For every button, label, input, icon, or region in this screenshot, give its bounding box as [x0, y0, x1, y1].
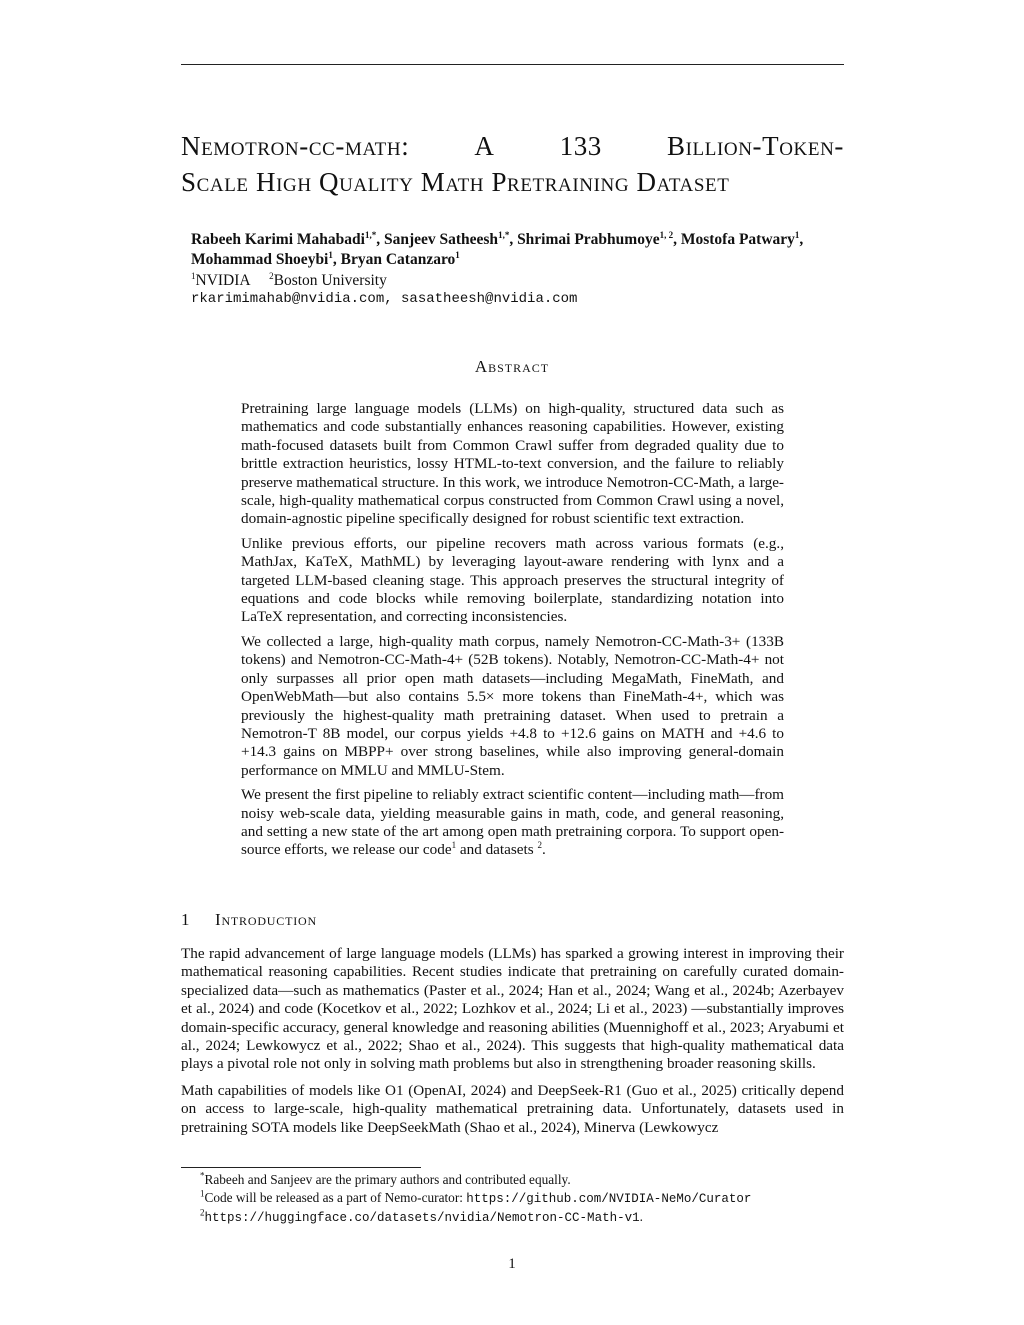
footnote-mark: 1 — [200, 1188, 205, 1199]
author-name: Bryan Catanzaro — [340, 251, 456, 268]
author-emails[interactable]: rkarimimahab@nvidia.com, sasatheesh@nvidia.com — [191, 291, 578, 307]
author-affil-mark: 1 — [328, 249, 333, 260]
author-name: Mostofa Patwary — [680, 231, 795, 248]
section-heading — [181, 910, 317, 930]
abstract-text: . — [541, 841, 546, 859]
author-name: Rabeeh Karimi Mahabadi — [191, 231, 365, 248]
page-number: 1 — [508, 1256, 516, 1272]
abstract-paragraph: Pretraining large language models (LLMs) on high-quality, structured data such as mathematics and code substantially enhances reasoning capabilities. However, existing math-focused datasets built from Common Crawl suffer from degraded quality due to brittle extraction heuristics, lossy HTML-to-text conversion, and the failure to reliably preserve mathematical structure. In this work, we introduce Nemotron-CC-Math, a large-scale, high-quality mathematical corpus constructed from Common Crawl using a novel, domain-agnostic pipeline specifically designed for robust scientific text extraction. — [241, 400, 784, 528]
abstract-paragraph: Unlike previous efforts, our pipeline recovers math across various formats (e.g., MathJax, KaTeX, MathML) by leveraging layout-aware rendering with lynx and a targeted LLM-based cleaning stage. This approach preserves the structural integrity of equations and code blocks while removing boilerplate, standardizing notation into LaTeX representation, and correcting inconsistencies. — [241, 534, 784, 626]
title-part: 133 — [559, 131, 602, 161]
abstract-text: We present the first pipeline to reliably extract scientific content—including math—from noisy web-scale data, yielding measurable gains in math, code, and general reasoning, and setting a new state of the art among open math pretraining corpora. To support open-source efforts, we release our code — [241, 786, 784, 859]
footnote-mark: 2 — [200, 1207, 205, 1218]
intro-paragraph: Math capabilities of models like O1 (OpenAI, 2024) and DeepSeek-R1 (Guo et al., 2025) critically depend on access to large-scale, high-quality mathematical pretraining data. Unfortunately, datasets used in pretraining SOTA models like DeepSeekMath (Shao et al., 2024), Minerva (Lewkowycz — [181, 1081, 844, 1136]
footnote-rule — [181, 1167, 421, 1168]
footnotes — [200, 1171, 850, 1228]
affiliation: NVIDIA — [195, 272, 250, 289]
author-affil-mark: 1,* — [498, 229, 510, 240]
footnote-item — [200, 1189, 850, 1209]
title-line-2: Scale High Quality Math Pretraining Dataset — [181, 167, 730, 197]
title-part: A — [474, 131, 495, 161]
abstract-heading: Abstract — [474, 357, 550, 376]
abstract-paragraph — [241, 786, 784, 860]
footnote-text: . — [639, 1209, 643, 1224]
author-affil-mark: 1 — [794, 229, 800, 240]
affiliation: Boston University — [273, 272, 387, 289]
author-name: Shrimai Prabhumoye — [517, 231, 660, 248]
footnote-text: Code will be released as a part of Nemo-curator: — [204, 1189, 467, 1205]
affil-mark: 1 — [191, 270, 196, 281]
author-affil-mark: 1,* — [364, 229, 377, 240]
footnote-ref[interactable]: 1 — [451, 840, 457, 851]
abstract-body — [241, 400, 784, 866]
intro-paragraph: The rapid advancement of large language models (LLMs) has sparked a growing interest in improving their mathematical reasoning capabilities. Recent studies indicate that pretraining on carefully curated domain-specialized data—such as mathematics (Paster et al., 2024; Han et al., 2024; Wang et al., 2024b; Azerbayev et al., 2024) and code (Kocetkov et al., 2022; Lozhkov et al., 2024; Li et al., 2023) —substantially improves domain-specific accuracy, general knowledge and reasoning abilities (Muennighoff et al., 2023; Aryabumi et al., 2024; Lewkowycz et al., 2022; Shao et al., 2024). This suggests that high-quality mathematical data plays a pivotal role not only in solving math problems but also in strengthening broader reasoning skills. — [181, 945, 844, 1073]
author-name: Mohammad Shoeybi — [191, 251, 329, 268]
title-part: Nemotron-cc-math: — [181, 131, 410, 161]
author-affil-mark: 1, 2 — [659, 229, 674, 240]
section-number: 1 — [181, 910, 191, 929]
footnote-item — [200, 1171, 850, 1189]
abstract-text: and datasets — [456, 841, 538, 859]
footnote-text: Rabeeh and Sanjeev are the primary authors and contributed equally. — [204, 1172, 571, 1187]
affiliations — [191, 271, 387, 290]
footnote-mark: * — [200, 1170, 205, 1181]
affil-mark: 2 — [269, 270, 274, 281]
footnote-ref[interactable]: 2 — [537, 840, 542, 851]
introduction-body — [181, 945, 844, 1145]
code-repo-link[interactable]: https://github.com/NVIDIA-NeMo/Curator — [466, 1191, 752, 1206]
author-affil-mark: 1 — [455, 249, 460, 260]
section-title: Introduction — [215, 910, 317, 929]
paper-title — [181, 128, 844, 200]
author-list: Rabeeh Karimi Mahabadi$^{1,*}$, Sanjeev Satheesh$^{1,*}$, Shrimai Prabhumoye$^{1, 2}$, Mostofa Patwary$^1$, Mohammad Shoeybi$^1$, Bryan Catanzaro$^1$ — [191, 229, 804, 268]
header-rule — [181, 64, 844, 65]
abstract-paragraph: We collected a large, high-quality math corpus, namely Nemotron-CC-Math-3+ (133B tokens) and Nemotron-CC-Math-4+ (52B tokens). Notably, Nemotron-CC-Math-4+ not only surpasses all prior open math datasets—including MegaMath, FineMath, and OpenWebMath—but also contains 5.5× more tokens than FineMath-4+, which was previously the highest-quality math pretraining dataset. When used to pretrain a Nemotron-T 8B model, our corpus yields +4.8 to +12.6 gains on MATH and +4.6 to +14.3 gains on MBPP+ over strong baselines, while also improving general-domain performance on MMLU and MMLU-Stem. — [241, 632, 784, 779]
footnote-item — [200, 1208, 850, 1228]
dataset-link[interactable]: https://huggingface.co/datasets/nvidia/Nemotron-CC-Math-v1 — [204, 1211, 640, 1225]
title-part: Billion-Token- — [667, 131, 844, 161]
author-name: Sanjeev Satheesh — [383, 231, 499, 248]
